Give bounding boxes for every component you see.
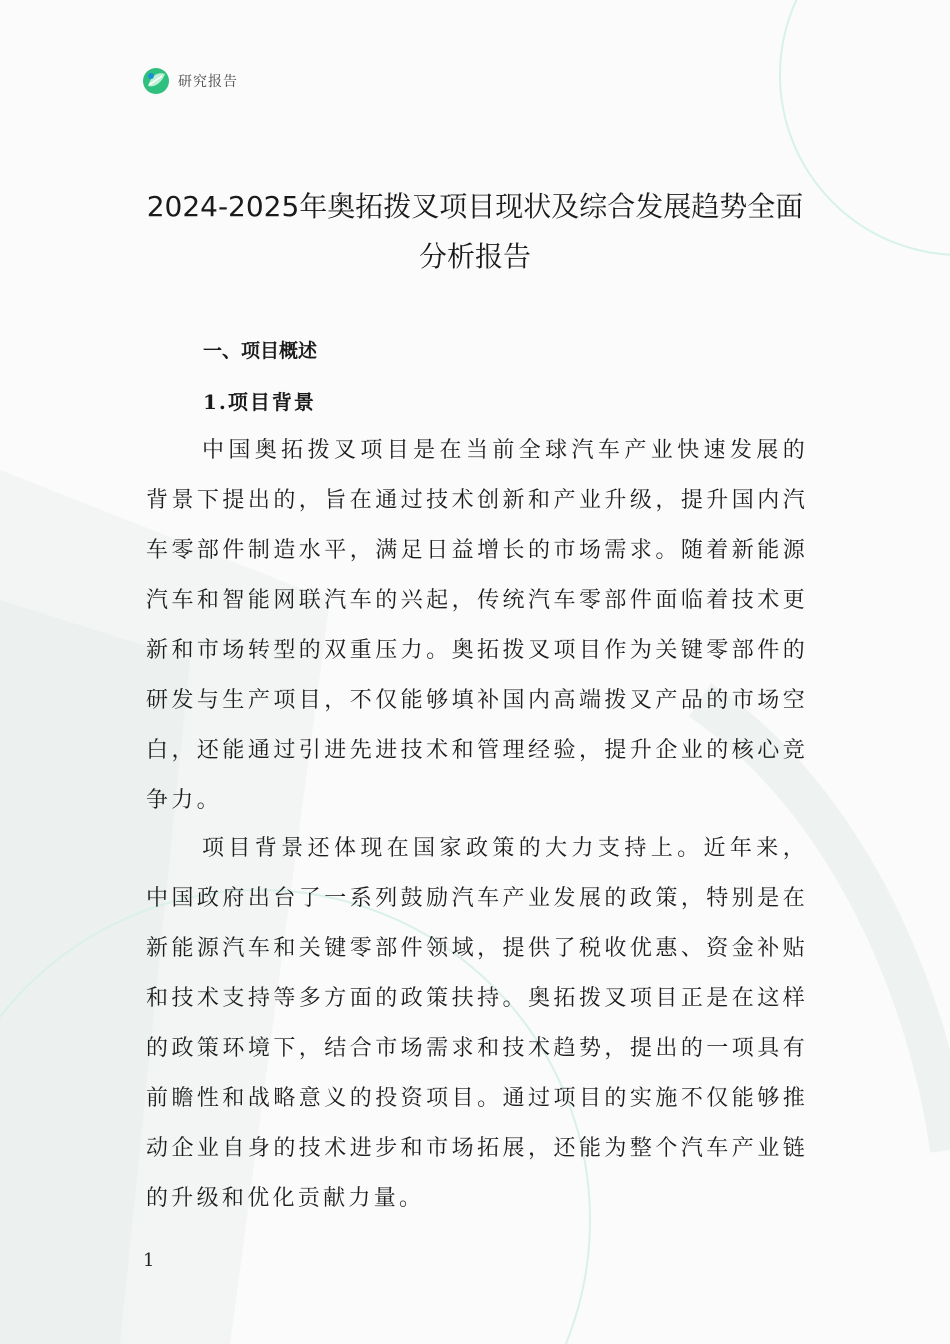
page-number: 1 bbox=[143, 1250, 155, 1271]
document-title: 2024-2025年奥拓拨叉项目现状及综合发展趋势全面分析报告 bbox=[146, 190, 804, 273]
body-paragraph: 项目背景还体现在国家政策的大力支持上。近年来，中国政府出台了一系列鼓励汽车产业发展的政策，特别是在新能源汽车和关键零部件领域，提供了税收优惠、资金补贴和技术支持等多方面的政策扶持。奥拓拨叉项目正是在这样的政策环境下，结合市场需求和技术趋势，提出的一项具有前瞻性和战略意义的投资项目。通过项目的实施不仅能够推动企业自身的技术进步和市场拓展，还能为整个汽车产业链的升级和优化贡献力量。 bbox=[146, 836, 808, 1211]
header-label: 研究报告 bbox=[178, 74, 238, 90]
subsection-heading: 1.项目背景 bbox=[203, 390, 316, 414]
report-header bbox=[142, 66, 238, 96]
body-paragraph: 中国奥拓拨叉项目是在当前全球汽车产业快速发展的背景下提出的，旨在通过技术创新和产业升级，提升国内汽车零部件制造水平，满足日益增长的市场需求。随着新能源汽车和智能网联汽车的兴起，传统汽车零部件面临着技术更新和市场转型的双重压力。奥拓拨叉项目作为关键零部件的研发与生产项目，不仅能够填补国内高端拨叉产品的市场空白，还能通过引进先进技术和管理经验，提升企业的核心竞争力。 bbox=[146, 438, 808, 813]
section-heading: 一、项目概述 bbox=[203, 340, 318, 362]
leaf-logo-icon bbox=[142, 67, 170, 95]
